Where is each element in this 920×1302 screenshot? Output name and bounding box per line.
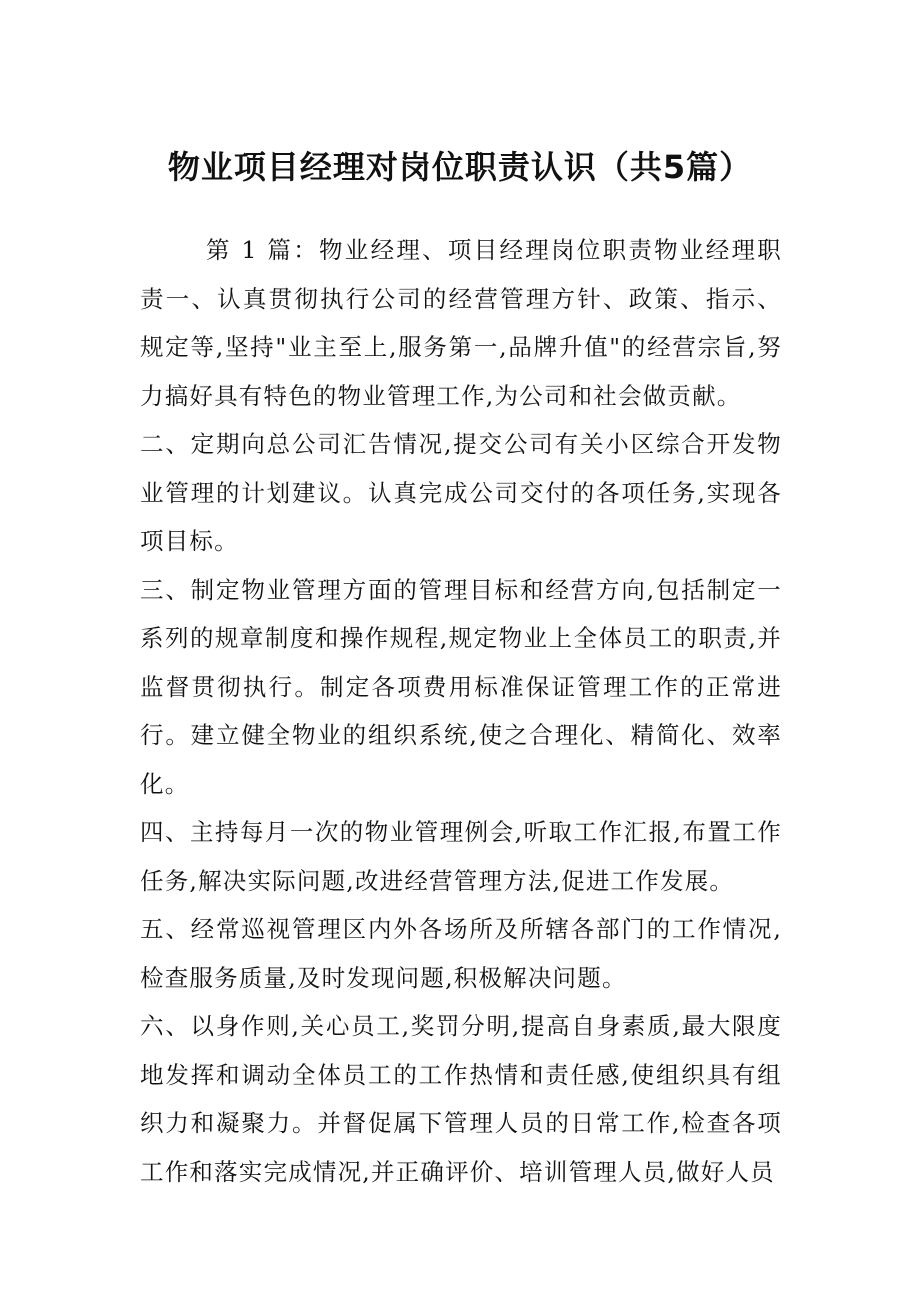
paragraph-2: 二、定期向总公司汇告情况,提交公司有关小区综合开发物业管理的计划建议。认真完成公司交付的各项任务,实现各项目标。 [140,430,782,555]
document-body [140,226,782,1196]
paragraph-4: 四、主持每月一次的物业管理例会,听取工作汇报,布置工作任务,解决实际问题,改进经营管理方法,促进工作发展。 [140,818,782,895]
paragraph-1: 第 1 篇：物业经理、项目经理岗位职责物业经理职责一、认真贯彻执行公司的经营管理方针、政策、指示、规定等,坚持"业主至上,服务第一,品牌升值"的经营宗旨,努力搞好具有特色的物业管理工作,为公司和社会做贡献。 [140,236,782,410]
paragraph-6: 六、以身作则,关心员工,奖罚分明,提高自身素质,最大限度地发挥和调动全体员工的工作热情和责任感,使组织具有组织力和凝聚力。并督促属下管理人员的日常工作,检查各项工作和落实完成情况,并正确评价、培训管理人员,做好人员 [140,1012,782,1186]
paragraph-3: 三、制定物业管理方面的管理目标和经营方向,包括制定一系列的规章制度和操作规程,规定物业上全体员工的职责,并监督贯彻执行。制定各项费用标准保证管理工作的正常进行。建立健全物业的组织系统,使之合理化、精简化、效率化。 [140,575,782,798]
document-title: 物业项目经理对岗位职责认识（共5篇） [167,148,753,186]
paragraph-5: 五、经常巡视管理区内外各场所及所辖各部门的工作情况,检查服务质量,及时发现问题,积极解决问题。 [140,915,782,992]
